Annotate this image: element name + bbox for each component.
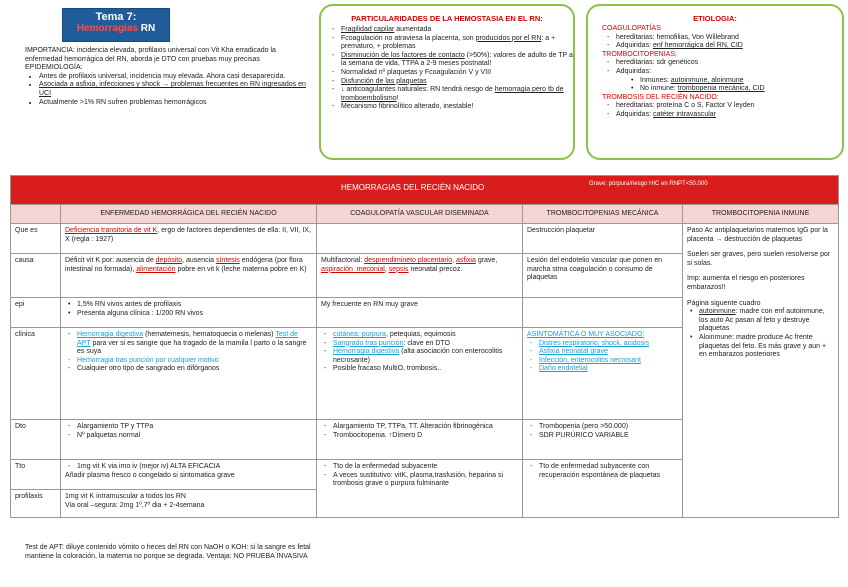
list-item: - Normalidad nº plaquetas y Fcoagulación V y VIII [341, 69, 573, 78]
list-item: - Adquiridas: catéter intravascular [616, 111, 832, 120]
table-cell: Deficiencia transitoria de vit K, ergo de factores dependientes de ella: II, VII, IX, X (regla : 1927) [61, 224, 317, 254]
list-item: - Distres respiratorio, shock, acidosis [539, 340, 678, 349]
table-cell [317, 328, 523, 420]
tm-clinica-title: ASINTOMÁTICA O MUY ASOCIADO: [527, 331, 645, 338]
epidemiologia-list [25, 73, 310, 107]
profilaxis-text: 1mg vit K intramuscular a todos los RN [65, 493, 186, 500]
trombosis-list [602, 102, 832, 119]
list-item: - Cualquier otro tipo de sangrado en difórganos [77, 365, 312, 374]
list-item: • Asociada a asfixia, infecciones y shock → problemas frecuentes en RN ingresados en UCI [39, 81, 310, 98]
intro-section [25, 47, 310, 107]
topic-name: Hemorragias RN [76, 23, 156, 34]
row-label: Dto [11, 420, 61, 460]
header-cell-empty [11, 205, 61, 224]
list-item: - Sangrado tras punción: clave en DTO [333, 340, 518, 349]
trombocitopenias-sublist [602, 77, 832, 94]
list-item: - 1mg vit K via imo iv (mejor iv) ALTA EFICACIA [77, 463, 312, 472]
list-item: - hereditarias: proteína C o S, Factor V leyden [616, 102, 832, 111]
table-header-row [11, 205, 839, 224]
inmune-cell [683, 224, 839, 518]
table-cell [61, 420, 317, 460]
list-item: - SDR PURÚRICO VARIABLE [539, 432, 678, 441]
list-item: • autoinmune: madre con enf autoinmune, los auto Ac pasan al feto y destruye plaquetas [699, 308, 834, 334]
trombocitopenias-title: TROMBOCITOPENIAS; [602, 50, 677, 58]
header-cell: TROMBOCITOPENIA INMUNE [683, 205, 839, 224]
table-cell [523, 298, 683, 328]
list-item: - Fcoagulación no atraviesa la placenta, son producidos por el RN: a + prematuro, + problemas [341, 35, 573, 52]
topic-title-box [62, 8, 170, 42]
etiologia-title: ETIOLOGIA: [693, 14, 737, 23]
inmune-text: Página siguente cuadro [687, 299, 761, 307]
coagulopatias-list [602, 34, 832, 51]
table-cell [317, 420, 523, 460]
list-item: • Inmunes: autoinmune, aloinmune [640, 77, 832, 86]
hemostasia-list [321, 26, 573, 112]
row-label: clínica [11, 328, 61, 420]
list-item: - Nº palquetas normal [77, 432, 312, 441]
list-item: - A veces sustitutivo: vitK, plasma,trasfusión, heparina si trombosis grave o purpura fulminante [333, 472, 518, 489]
row-label: Que es [11, 224, 61, 254]
list-item: - Disfunción de las plaquetas [341, 78, 573, 87]
list-item: • Actualmente >1% RN sufren problemas hemorrágicos [39, 99, 310, 108]
table-title: HEMORRAGIAS DEL RECIÉN NACIDO [341, 183, 485, 192]
inmune-text: Paso Ac antiplaquetarios maternos IgG por la placenta → destrucción de plaquetas [687, 227, 828, 243]
list-item: • Presenta alguna clínica : 1/200 RN vivos [77, 310, 312, 319]
table-cell [317, 460, 523, 518]
list-item: - Hemorragia digestiva (hematemesis, hematoquecia o melenas) Test de APT para ver si es sangre que ha tragado de la mamila l parto o la sangre es suya [77, 331, 312, 357]
hemorragias-table [10, 175, 839, 518]
list-item: - Infección, enterocolitis necrosant [539, 357, 678, 366]
table-cell: Destrucción plaquetar [523, 224, 683, 254]
table-cell [61, 460, 317, 490]
table-cell: My frecuente en RN muy grave [317, 298, 523, 328]
table-cell [61, 490, 317, 518]
epidemiologia-title: EPIDEMIOLOGÍA: [25, 64, 83, 72]
trombosis-title: TROMBOSIS DEL RECIÉN NACIDO: [602, 93, 719, 101]
list-item: - Tto de la enfermedad subyacente [333, 463, 518, 472]
table-cell [523, 460, 683, 518]
header-cell: TROMBOCITOPENIAS MECÁNICA [523, 205, 683, 224]
list-item: - Tto de enfermedad subyacente con recuperación espontánea de plaquetas [539, 463, 678, 480]
list-item: - Trombocitopenia. ↑Dímero D [333, 432, 518, 441]
table-cell: Lesión del endotelio vascular que ponen en marcha stma coagulación o consumo de plaquetas [523, 254, 683, 298]
row-label: epi [11, 298, 61, 328]
list-item: - Adquiridas: [616, 68, 832, 77]
table-cell [523, 420, 683, 460]
hemostasia-title: PARTICULARIDADES DE LA HEMOSTASIA EN EL RN: [351, 14, 543, 23]
list-item: - Asfixia neonatal grave [539, 348, 678, 357]
table-row [11, 224, 839, 254]
list-item: • Aloinmune: madre produce Ac frente plaquetas del feto. Es más grave y aun + en embarazos posteriores [699, 334, 834, 360]
row-label: causa [11, 254, 61, 298]
list-item: - Alargamiento TP y TTPa [77, 423, 312, 432]
test-apt-note: Test de APT: diluye contenido vómito o heces del RN con NaOH o KOH: si la sangre es fetal mantiene la coloración, la materna no porque se degrada. Ventaja: NO PRUEBA INVASIVA [25, 544, 311, 560]
list-item: • 1,5% RN vivos antes de profilaxis [77, 301, 312, 310]
list-item: - ↓ anticoagulantes naturales: RN tendrá riesgo de hemorragia pero tb de tromboembolismo! [341, 86, 573, 103]
list-item: - Mecanismo fibrinolítico alterado, inestable! [341, 103, 573, 112]
list-item: - cutánea: purpura, petequias, equimosis [333, 331, 518, 340]
list-item: • Antes de profilaxis universal, incidencia muy elevada. Ahora casi desaparecida. [39, 73, 310, 82]
table-cell [61, 328, 317, 420]
table-cell: Déficit vit K por: ausencia de depósito, ausencia síntesis endógena (por flora intestinal no formada), alimentación pobre en vit k (leche materna pobre en K) [61, 254, 317, 298]
list-item: - Alargamiento TP, TTPa, TT. Alteración fibrinogénica [333, 423, 518, 432]
list-item: - Adquiridas: enf hemorrágica del RN, CID [616, 42, 832, 51]
importancia-text: IMPORTANCIA: incidencia elevada, profilaxis universal con Vit Kha erradicado la enfermedad hemorrágica del RN, aborda je DTO con pruebas muy precisas [25, 47, 276, 63]
list-item: - Trombopenia (pero >50.000) [539, 423, 678, 432]
profilaxis-text: Via oral –segura: 2mg 1º,7º dia + 2-4semana [65, 501, 205, 509]
list-item: - Fragilidad capilar aumentada [341, 26, 573, 35]
list-item: - Hemorragia tras punción por cualquier motivo [77, 357, 312, 366]
table-cell [317, 224, 523, 254]
list-item: - hereditarias: sdr genéticos [616, 59, 832, 68]
table-cell [523, 328, 683, 420]
inmune-list [687, 308, 834, 360]
coagulopatias-title: COAGULOPATÍAS [602, 25, 661, 32]
header-cell: ENFERMEDAD HEMORRÁGICA DEL RECIÉN NACIDO [61, 205, 317, 224]
table-cell [61, 298, 317, 328]
table-cell: Multifactorial: desprendimineto placentario, asfixia grave, aspiración_meconial, sepsis neonatal precoz. [317, 254, 523, 298]
row-label: Tto [11, 460, 61, 490]
inmune-text: Suelen ser graves, pero suelen resolverse por si solas. [687, 251, 831, 267]
hemostasia-box [319, 4, 575, 160]
inmune-text: Imp: aumenta el riesgo en posteriores embarazos!! [687, 275, 805, 291]
list-item: - Daño endotelial [539, 365, 678, 374]
list-item: - Disminución de los factores de contacto (>50%): valores de adulto de TP a la semana de vida, TTPA a 2-9 meses postnatal! [341, 52, 573, 69]
list-item: - hereditarias: hemofilias, Von Willebrand [616, 34, 832, 43]
header-cell: COAGULOPATÍA VASCULAR DISEMINADA [317, 205, 523, 224]
row-label: profilaxis [11, 490, 61, 518]
topic-number: Tema 7: [95, 11, 137, 23]
etiologia-box [586, 4, 844, 160]
table-banner [11, 176, 839, 205]
list-item: - Posible fracaso MultiO, trombosis.. [333, 365, 518, 374]
list-item: - Hemorragia digestiva (alta asociación con enterocolitis necrosante) [333, 348, 518, 365]
list-item: • No inmune: trombopenia mecánica, CID [640, 85, 832, 94]
tto-note: Añadir plasma fresco o congelado si sintomatica grave [65, 471, 235, 479]
table-note: Grave: púrpura/riesgo HIC en RNPT<50.000 [589, 181, 708, 187]
trombocitopenias-list [602, 59, 832, 76]
